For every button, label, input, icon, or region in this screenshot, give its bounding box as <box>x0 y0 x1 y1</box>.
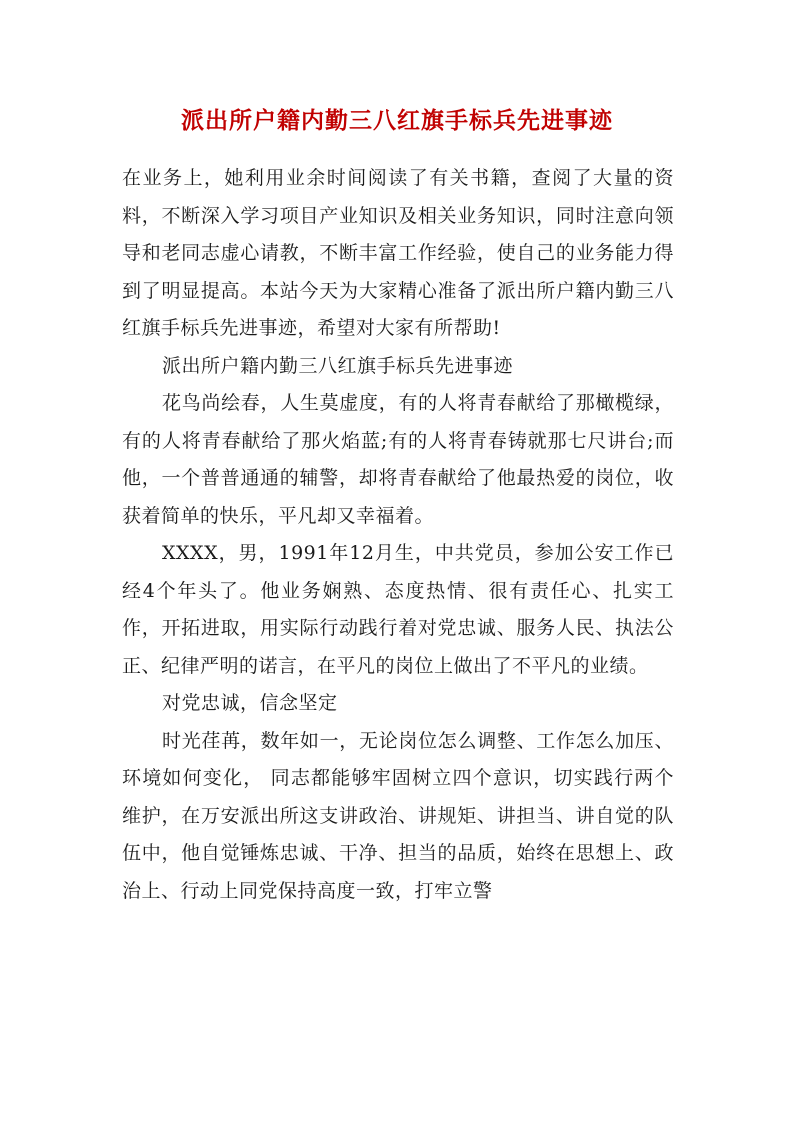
article-subtitle: 派出所户籍内勤三八红旗手标兵先进事迹 <box>162 354 514 377</box>
intro-paragraph: 在业务上，她利用业余时间阅读了有关书籍，查阅了大量的资料，不断深入学习项目产业知识及相关业务知识，同时注意向领导和老同志虚心请教，不断丰富工作经验，使自己的业务能力得到了明显提高。本站今天为大家精心准备了派出所户籍内勤三八红旗手标兵先进事迹，希望对大家有所帮助! <box>122 167 674 339</box>
body-paragraph: 时光荏苒，数年如一，无论岗位怎么调整、工作怎么加压、环境如何变化， 同志都能够牢固树立四个意识，切实践行两个维护，在万安派出所这支讲政治、讲规矩、讲担当、讲自觉的队伍中，他自觉锤炼忠诚、干净、担当的品质，始终在思想上、政治上、行动上同党保持高度一致，打牢立警 <box>122 729 674 902</box>
document-title: 派出所户籍内勤三八红旗手标兵先进事迹 <box>181 107 613 134</box>
body-paragraph: 花鸟尚绘春，人生莫虚度，有的人将青春献给了那橄榄绿，有的人将青春献给了那火焰蓝;有的人将青春铸就那七尺讲台;而他，一个普普通通的辅警，却将青春献给了他最热爱的岗位，收获着简单的快乐，平凡却又幸福着。 <box>122 392 674 527</box>
section-heading: 对党忠诚，信念坚定 <box>162 692 338 714</box>
document-body <box>122 160 674 910</box>
body-paragraph: XXXX，男，1991年12月生，中共党员，参加公安工作已经4个年头了。他业务娴熟、态度热情、很有责任心、扎实工作，开拓进取，用实际行动践行着对党忠诚、服务人民、执法公正、纪律严明的诺言，在平凡的岗位上做出了不平凡的业绩。 <box>122 542 674 677</box>
